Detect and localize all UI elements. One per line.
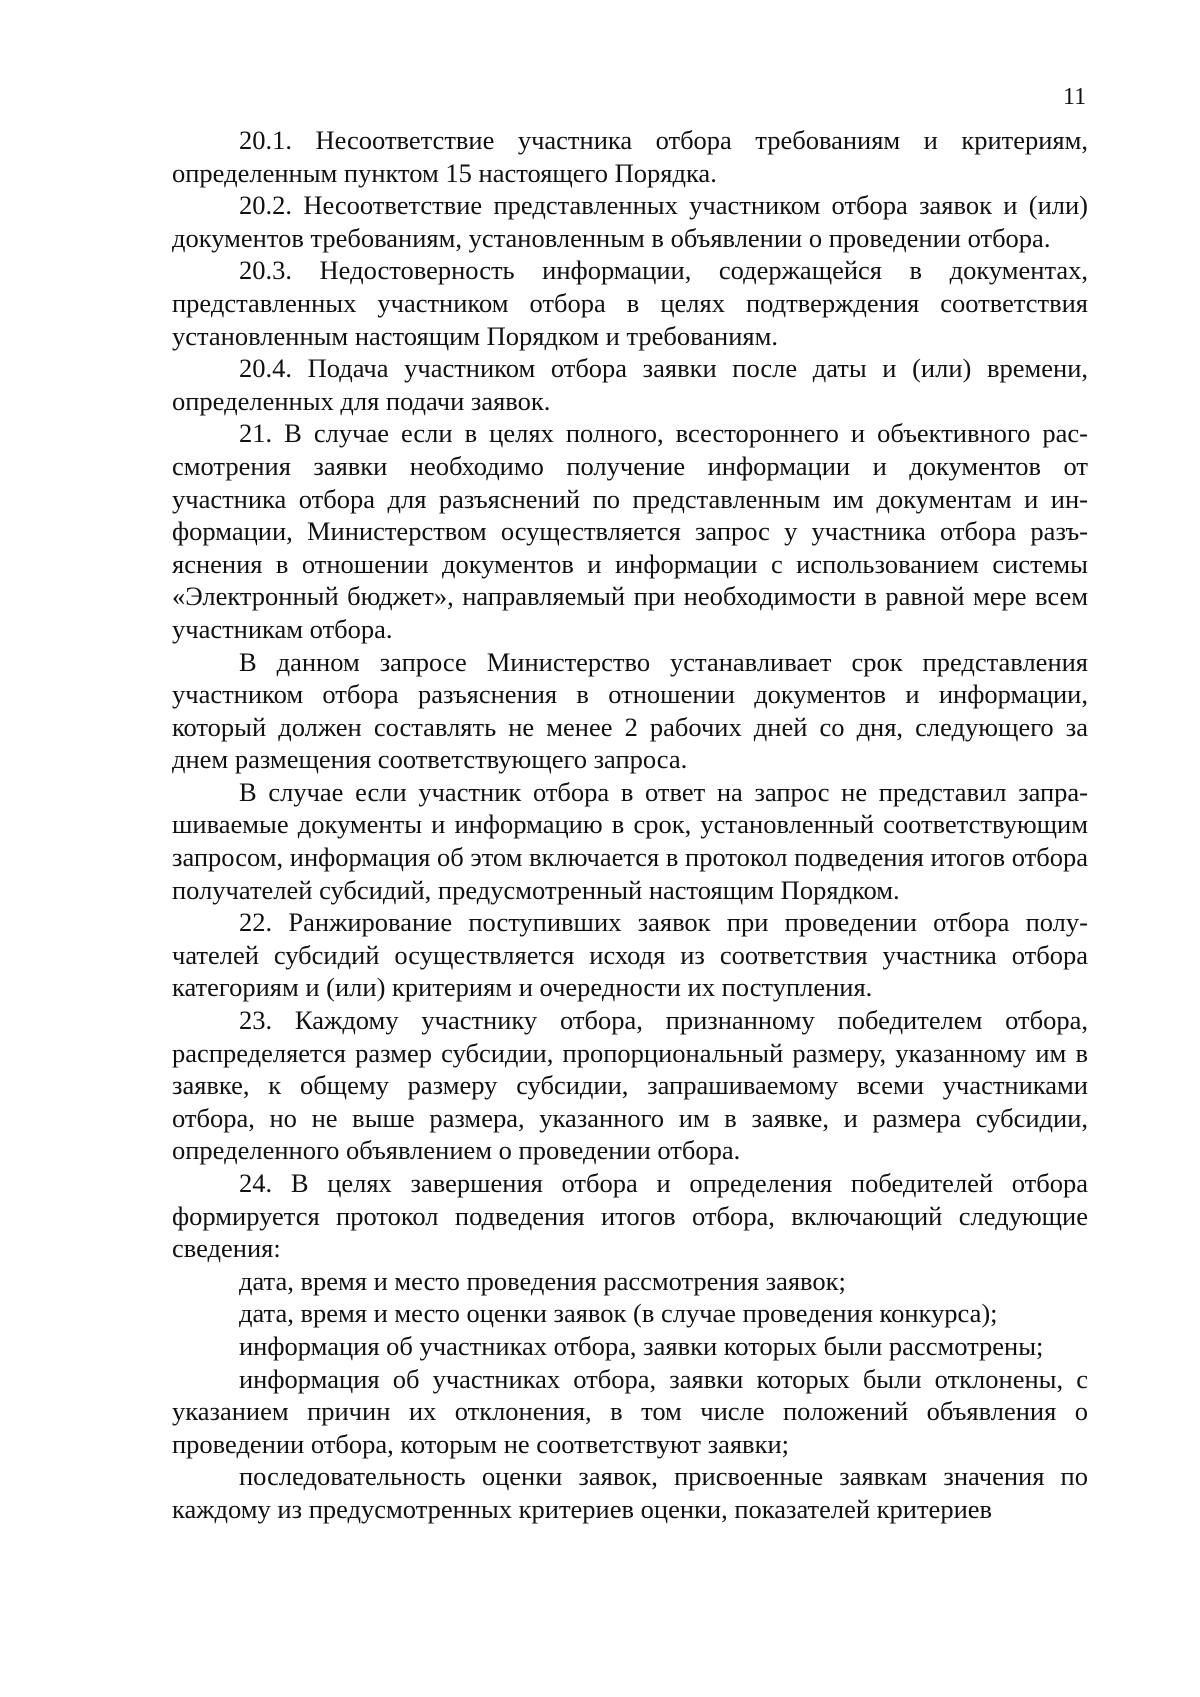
paragraph-23: 23. Каждому участнику отбора, признанному победителем отбора, распределяется размер субсидии, пропорциональный размеру, указанному им в заявке, к общему размеру субсидии, запрашиваемому всеми участниками отбора, но не выше размера, указанного им в заявке, и размера субсидии, определенного объявлением о проведении отбора. xyxy=(172,1005,1088,1166)
document-body xyxy=(172,124,1088,1526)
list-item-reviewed-participants: информация об участниках отбора, заявки которых были рассмотрены; xyxy=(239,1330,1044,1361)
paragraph-22: 22. Ранжирование поступивших заявок при проведении отбора получателей субсидий осуществляется исходя из соответствия участника отбора категориям и (или) критериям и очередности их поступления. xyxy=(172,907,1088,1003)
paragraph-21-no-response: В случае если участник отбора в ответ на запрос не представил запрашиваемые документы и информацию в срок, установленный соответствующим запросом, информация об этом включается в протокол подведения итогов отбора получателей субсидий, предусмотренный настоящим Порядком. xyxy=(172,776,1088,905)
paragraph-24: 24. В целях завершения отбора и определения победителей отбора формируется протокол подведения итогов отбора, включающий следующие сведения: xyxy=(172,1168,1088,1264)
paragraph-20-1: 20.1. Несоответствие участника отбора требованиям и критериям, определенным пунктом 15 настоящего Порядка. xyxy=(172,125,1088,188)
paragraph-20-4: 20.4. Подача участником отбора заявки после даты и (или) времени, определенных для подачи заявок. xyxy=(172,353,1088,416)
list-item-rejected-participants: информация об участниках отбора, заявки которых были отклонены, с указанием причин их отклонения, в том числе положений объявления о проведении отбора, которым не соответствуют заявки; xyxy=(172,1363,1088,1459)
paragraph-20-2: 20.2. Несоответствие представленных участником отбора заявок и (или) документов требованиям, установленным в объявлении о проведении отбора. xyxy=(172,190,1088,253)
paragraph-21: 21. В случае если в целях полного, всестороннего и объективного рассмотрения заявки необходимо получение информации и документов от участника отбора для разъяснений по представленным им документам и информации, Министерством осуществляется запрос у участника отбора разъяснения в отношении документов и информации с использованием системы «Электронный бюджет», направляемый при необходимости в равной мере всем участникам отбора. xyxy=(172,418,1088,644)
list-item-evaluation-sequence: последовательность оценки заявок, присвоенные заявкам значения по каждому из предусмотренных критериев оценки, показателей критериев xyxy=(172,1461,1088,1524)
list-item-evaluation-date: дата, время и место оценки заявок (в случае проведения конкурса); xyxy=(239,1298,998,1329)
paragraph-21-request-deadline: В данном запросе Министерство устанавливает срок представления участником отбора разъяснения в отношении документов и информации, который должен составлять не менее 2 рабочих дней со дня, следующего за днем размещения соответствующего запроса. xyxy=(172,646,1088,775)
page-number: 11 xyxy=(1063,84,1087,110)
list-item-review-date: дата, время и место проведения рассмотрения заявок; xyxy=(239,1265,846,1296)
paragraph-20-3: 20.3. Недостоверность информации, содержащейся в документах, представленных участником отбора в целях подтверждения соответствия установленным настоящим Порядком и требованиям. xyxy=(172,255,1088,351)
